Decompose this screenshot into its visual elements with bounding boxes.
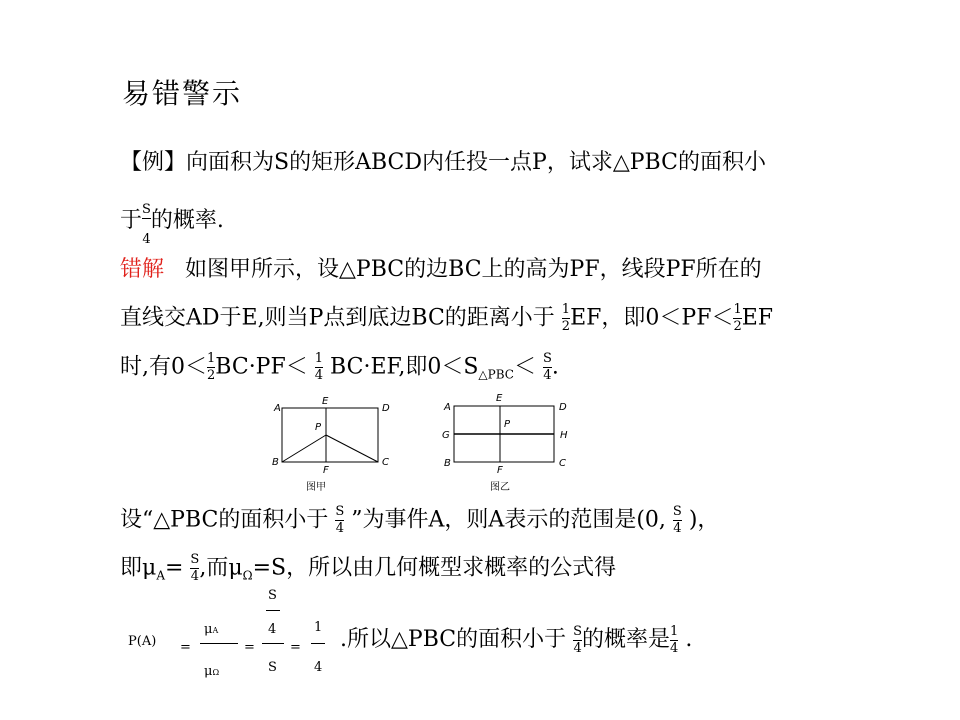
frac-num: S <box>142 202 151 217</box>
wrong-line-1 <box>120 255 762 285</box>
example-tag: 【例】 <box>120 150 187 175</box>
solution-line2-a: 即μ <box>120 555 157 581</box>
solution-line2-d: =S，所以由几何概型求概率的公式得 <box>252 555 617 581</box>
wrong-line3-c: BC·EF,即0＜S <box>330 354 479 380</box>
fraction-s-over-4-b <box>543 352 552 383</box>
frac-num: S <box>335 504 345 519</box>
wrong-line3-e: . <box>551 354 559 380</box>
sub-a: A <box>212 626 219 635</box>
frac-den: 4 <box>335 521 344 536</box>
probability-formula <box>128 588 828 680</box>
solution-line1-c: )， <box>688 507 720 533</box>
wrong-line3-d: ＜ <box>513 354 536 380</box>
frac-bar <box>311 643 325 644</box>
sub-pbc: △PBC <box>478 367 514 382</box>
fraction-half-2 <box>733 303 741 334</box>
wrong-line-3 <box>120 352 559 390</box>
frac-num: S <box>542 351 552 366</box>
wrong-line2-a: 直线交AD于E,则当P点到底边BC的距离小于 <box>120 305 555 331</box>
frac-num: 1 <box>561 302 571 317</box>
frac-den: 4 <box>573 640 582 656</box>
label-e: E <box>496 393 503 404</box>
fraction-s-over-4 <box>142 203 151 247</box>
label-c: C <box>559 458 566 469</box>
mu-a <box>204 622 218 637</box>
frac-bar <box>200 643 238 644</box>
figure-jia-segment-bp <box>282 435 326 462</box>
four-mid: 4 <box>268 622 277 637</box>
mu-symbol: μ <box>204 622 213 637</box>
frac-den: 4 <box>314 368 324 383</box>
figure-jia-segment-pc <box>326 435 378 462</box>
label-d: D <box>559 402 567 413</box>
s-bottom: S <box>268 660 277 675</box>
frac-num: S <box>190 552 200 567</box>
four-den: 4 <box>314 660 323 675</box>
mu-symbol: μ <box>204 664 213 679</box>
fraction-quarter <box>315 352 323 383</box>
fraction-s-over-4-d <box>673 505 682 536</box>
frac-bar <box>142 218 151 219</box>
label-a: A <box>274 403 281 414</box>
p-a-label: P(A) <box>128 634 157 649</box>
label-g: G <box>442 430 450 441</box>
frac-num: 1 <box>733 302 742 317</box>
example-line-2 <box>120 195 224 247</box>
label-c: C <box>382 457 389 468</box>
solution-line2-c: ,而μ <box>199 555 243 581</box>
equals-1: = <box>180 640 191 655</box>
frac-num: 1 <box>207 351 216 366</box>
frac-num: 1 <box>314 351 324 366</box>
frac-den: 2 <box>561 319 571 334</box>
frac-bar <box>262 643 284 644</box>
example-line2-post: 的概率. <box>150 208 224 233</box>
wrong-line3-b: BC·PF＜ <box>215 354 308 380</box>
label-b: B <box>444 458 451 469</box>
wrong-line2-c: EF <box>741 305 774 331</box>
fraction-half-3 <box>207 352 215 383</box>
equals-2: = <box>244 640 255 655</box>
wrong-line3-a: 时,有0＜ <box>120 354 207 380</box>
frac-den: 4 <box>673 521 682 536</box>
solution-line-1 <box>120 505 719 536</box>
frac-den: 2 <box>733 319 742 334</box>
sub-omega: Ω <box>242 568 253 583</box>
solution-line-2 <box>120 553 616 591</box>
label-e: E <box>322 396 329 407</box>
frac-num: S <box>672 504 682 519</box>
frac-den: 4 <box>543 368 552 383</box>
one-num: 1 <box>314 620 323 635</box>
wrong-line2-b: EF，即0＜PF＜ <box>570 305 734 331</box>
solution-line1-b: ”为事件A，则A表示的范围是(0, <box>351 507 666 533</box>
example-text: 向面积为S的矩形ABCD内任投一点P，试求△PBC的面积小 <box>186 150 766 175</box>
fraction-s-over-4-c <box>335 505 344 536</box>
s-top: S <box>268 588 277 603</box>
figure-yi-caption: 图乙 <box>490 482 510 493</box>
frac-num: 1 <box>670 623 679 639</box>
label-f: F <box>323 465 329 476</box>
fraction-s-over-4-f <box>573 625 582 656</box>
label-p: P <box>504 419 511 430</box>
label-p: P <box>315 422 322 433</box>
mu-omega <box>204 664 219 679</box>
fraction-s-over-4-e <box>190 553 199 584</box>
wrong-line-2 <box>120 303 773 334</box>
label-h: H <box>560 430 568 441</box>
fraction-quarter-b <box>670 625 678 656</box>
solution-line3-b: 的概率是 <box>582 627 671 652</box>
frac-den: 4 <box>142 232 151 247</box>
sub-a: A <box>156 568 165 583</box>
wrong-label: 错解 <box>120 257 165 282</box>
figure-jia-rect <box>282 408 378 462</box>
solution-line3-a: .所以△PBC的面积小于 <box>340 627 567 652</box>
label-b: B <box>272 457 279 468</box>
example-line-1 <box>120 148 766 178</box>
frac-bar <box>266 610 280 611</box>
figure-yi <box>434 392 584 494</box>
example-line2-pre: 于 <box>120 208 143 233</box>
label-f: F <box>497 465 503 476</box>
frac-num: S <box>573 623 583 639</box>
frac-den: 4 <box>670 640 679 656</box>
frac-den: 2 <box>207 368 216 383</box>
solution-line2-b: = <box>164 555 184 581</box>
label-a: A <box>444 402 451 413</box>
page-title: 易错警示 <box>122 77 243 110</box>
sub-omega: Ω <box>212 668 220 677</box>
wrong-line1-text: 如图甲所示，设△PBC的边BC上的高为PF，线段PF所在的 <box>185 257 762 282</box>
solution-line1-a: 设“△PBC的面积小于 <box>120 507 329 533</box>
label-d: D <box>382 403 390 414</box>
frac-den: 4 <box>190 569 200 584</box>
figure-jia <box>262 396 402 494</box>
figure-jia-caption: 图甲 <box>306 482 326 493</box>
fraction-half <box>562 303 570 334</box>
solution-line3-c: . <box>685 627 693 652</box>
solution-line-3 <box>340 622 692 656</box>
equals-3: = <box>290 640 301 655</box>
